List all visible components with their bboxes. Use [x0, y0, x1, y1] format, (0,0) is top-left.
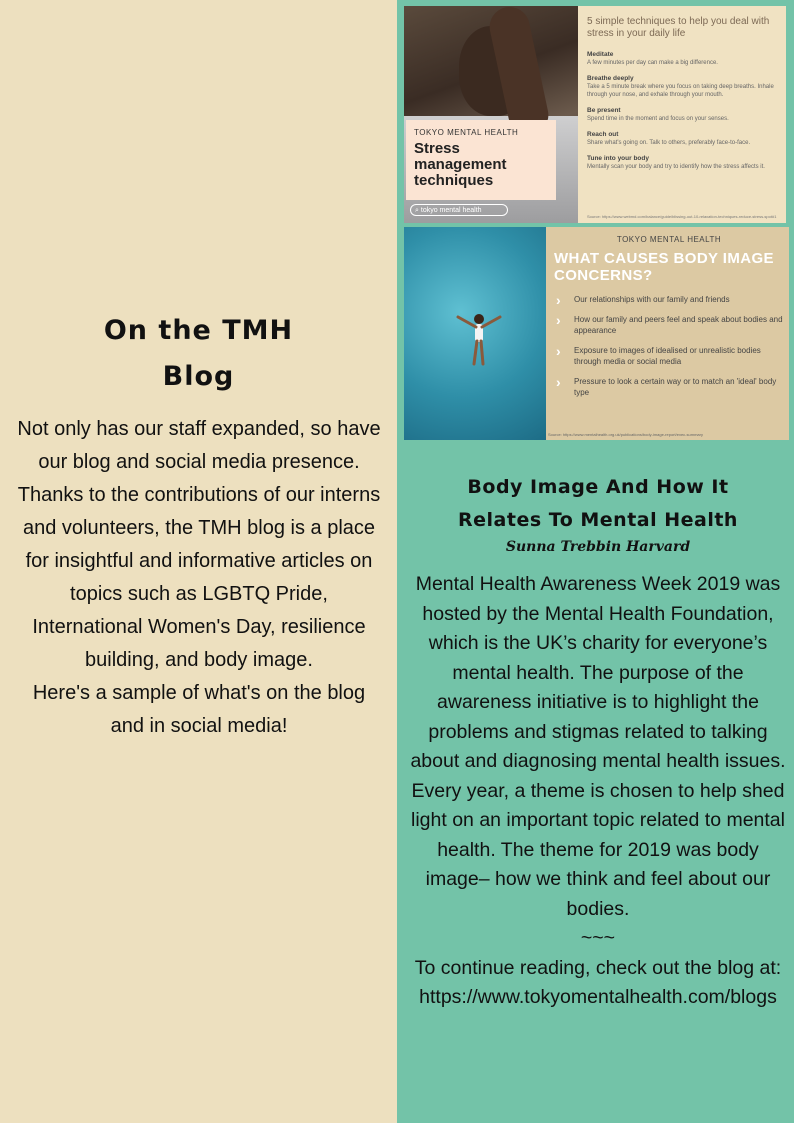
technique-name: Reach out	[587, 131, 619, 138]
article-author: Sunna Trebbin Harvard	[505, 539, 691, 555]
source-citation: Source: https://www.mentalhealth.org.uk/publications/body-image-report/exec-summary	[548, 432, 703, 437]
chevron-right-icon: ›	[556, 312, 561, 328]
technique-name: Be present	[587, 107, 621, 114]
chevron-right-icon: ›	[556, 292, 561, 308]
search-pill	[410, 204, 508, 216]
cause-text: Exposure to images of idealised or unrealistic bodies through media or social media	[574, 346, 761, 366]
card-org-name: TOKYO MENTAL HEALTH	[414, 128, 519, 137]
stress-card-title: Stress management techniques	[414, 140, 507, 189]
body-image-card	[404, 227, 789, 440]
stress-card-label	[406, 120, 556, 200]
causes-heading: WHAT CAUSES BODY IMAGE CONCERNS?	[554, 250, 774, 284]
card-org-name: TOKYO MENTAL HEALTH	[616, 235, 722, 244]
blog-url-link[interactable]: https://www.tokyomentalhealth.com/blogs	[419, 986, 777, 1008]
cause-item	[554, 345, 784, 367]
cause-text: Pressure to look a certain way or to match an 'ideal' body type	[574, 377, 777, 397]
technique-name: Meditate	[587, 51, 614, 58]
technique-desc: Mentally scan your body and try to identify how the stress affects it.	[587, 164, 765, 170]
section-title-line2: Blog	[162, 361, 235, 392]
read-more-text: To continue reading, check out the blog at:	[414, 956, 782, 979]
swimming-pool-photo	[404, 227, 546, 440]
chevron-right-icon: ›	[556, 374, 561, 390]
causes-content	[554, 235, 784, 407]
technique-desc: Share what's going on. Talk to others, preferably face-to-face.	[587, 140, 751, 146]
chevron-right-icon: ›	[556, 343, 561, 359]
search-icon: ⌕	[415, 207, 419, 214]
intro-paragraph: Here's a sample of what's on the blog and in social media!	[32, 682, 366, 737]
swimmer-figure	[454, 309, 504, 369]
intro-paragraph: Thanks to the contributions of our interns and volunteers, the TMH blog is a place for insightful and informative articles on topics such as LGBTQ Pride, International Women's Day, resilience building, and body image.	[17, 484, 381, 671]
technique-name: Breathe deeply	[587, 75, 634, 82]
stress-management-card	[404, 6, 786, 223]
search-text: tokyo mental health	[420, 207, 482, 214]
cause-item	[554, 292, 784, 308]
technique-name: Tune into your body	[587, 155, 649, 162]
article-excerpt: Mental Health Awareness Week 2019 was hosted by the Mental Health Foundation, which is the UK’s charity for everyone’s mental health. The purpose of the awareness initiative is to highlight the problems and stigmas related to talking about and diagnosing mental health issues. Every year, a theme is chosen to help shed light on an important topic related to mental health. The theme for 2019 was body image– how we think and feel about our bodies.	[410, 573, 786, 920]
article-body	[404, 570, 792, 1013]
cause-text: How our family and peers feel and speak about bodies and appearance	[574, 315, 783, 335]
technique-item	[587, 154, 779, 171]
separator: ~~~	[580, 927, 616, 949]
section-title	[0, 308, 397, 400]
cause-item	[554, 376, 784, 398]
source-citation: Source: https://www.webmd.com/balance/guide/blissing-out-10-relaxation-techniques-reduce-stress-spot#1	[587, 214, 777, 219]
technique-item	[587, 50, 779, 67]
article-title-line1: Body Image And How It	[467, 476, 729, 498]
intro-text	[14, 413, 384, 743]
cause-text: Our relationships with our family and friends	[574, 295, 730, 304]
technique-item	[587, 106, 779, 123]
intro-paragraph: Not only has our staff expanded, so have our blog and social media presence.	[17, 418, 381, 473]
section-title-line1: On the TMH	[103, 315, 294, 346]
techniques-heading: 5 simple techniques to help you deal with stress in your daily life	[587, 16, 770, 39]
technique-item	[587, 130, 779, 147]
article-title-line2: Relates To Mental Health	[458, 509, 738, 531]
article-title	[404, 471, 792, 537]
technique-desc: Take a 5 minute break where you focus on taking deep breaths. Inhale through your nose, and exhale through your mouth.	[587, 84, 774, 98]
technique-desc: A few minutes per day can make a big difference.	[587, 60, 718, 66]
techniques-list	[587, 16, 779, 178]
technique-item	[587, 74, 779, 99]
cause-item	[554, 314, 784, 336]
technique-desc: Spend time in the moment and focus on your senses.	[587, 116, 729, 122]
